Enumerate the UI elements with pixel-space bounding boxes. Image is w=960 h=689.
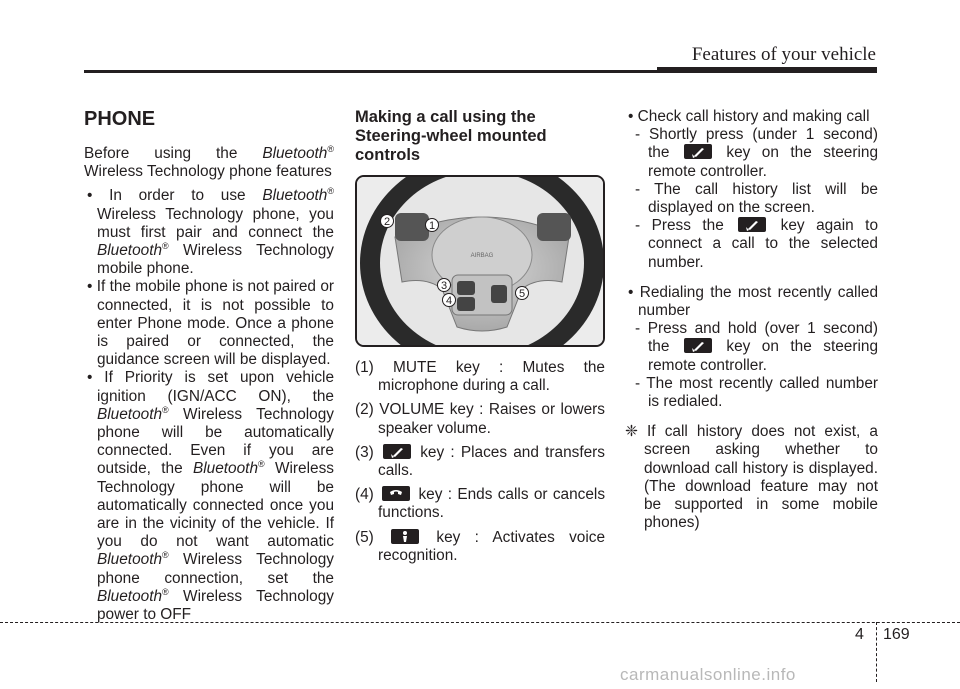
column-steering-controls — [355, 108, 605, 571]
airbag-label: AIRBAG — [470, 253, 494, 259]
call-key-icon — [738, 217, 766, 232]
end-call-key-icon — [382, 486, 410, 501]
section-title-phone: PHONE — [84, 108, 156, 130]
column-call-history — [625, 108, 878, 532]
call-key-icon — [383, 444, 411, 459]
dash-short-press: - Shortly press (under 1 second) the key on the steering remote controller. — [635, 126, 879, 180]
callout-4: 4 — [445, 295, 453, 307]
page-separator — [876, 622, 877, 682]
call-key-icon — [684, 144, 712, 159]
bullet-pair-phone: • In order to use Bluetooth® Wireless Technology phone, you must first pair and connect the Bluetooth® Wireless Technology mobile phone. — [87, 186, 334, 278]
bullet-redial: • Redialing the most recently called number — [628, 283, 879, 320]
steering-wheel-figure — [355, 175, 605, 347]
footer-rule — [0, 622, 960, 623]
item-voice-key: (5) key : Activates voice recognition. — [355, 528, 606, 564]
header-rule-accent — [657, 67, 877, 73]
item-end-call-key: (4) key : Ends calls or cancels functions. — [355, 486, 606, 522]
callout-3: 3 — [440, 280, 448, 292]
item-mute: (1) MUTE key : Mutes the microphone during a call. — [355, 359, 605, 395]
item-volume: (2) VOLUME key : Raises or lowers speaker volume. — [355, 401, 605, 437]
dash-press-again: - Press the key again to connect a call to the selected number. — [635, 217, 879, 271]
item-call-key: (3) key : Places and transfers calls. — [355, 443, 605, 480]
column-phone — [84, 108, 334, 624]
dash-redialed: - The most recently called number is redialed. — [635, 374, 878, 411]
bullet-priority: • If Priority is set upon vehicle ignition (IGN/ACC ON), the Bluetooth® Wireless Technology phone will be automatically connected. Even if you are outside, the Bluetooth® Wireless Technology phone will be automatically connected once you are in the vicinity of the vehicle. If you do not want automatic Bluetooth® Wireless Technology phone connection, set the Bluetooth® Wireless Technology power to OFF — [87, 369, 335, 624]
page-number: 169 — [883, 626, 910, 643]
note-symbol-icon: ❈ — [625, 423, 638, 441]
callout-1: 1 — [428, 220, 436, 232]
watermark: carmanualsonline.info — [620, 665, 796, 684]
steering-wheel-illustration — [357, 177, 605, 347]
intro-paragraph: Before using the Bluetooth® Wireless Technology phone features — [84, 143, 334, 181]
bullet-not-paired: • If the mobile phone is not paired or connected, it is not possible to enter Phone mode. Once a phone is paired or connected, the guidance screen will be displayed. — [87, 278, 334, 369]
callout-2: 2 — [383, 216, 391, 228]
bullet-call-history: • Check call history and making call — [628, 108, 870, 125]
chapter-number: 4 — [855, 626, 864, 643]
section-title-steering: Making a call using the Steering-wheel mounted controls — [355, 108, 547, 164]
note-call-history: ❈ If call history does not exist, a screen asking whether to download call history is displayed. (The download feature may not be supported in some mobile phones) — [625, 423, 878, 532]
dash-history-list: - The call history list will be displayed on the screen. — [635, 180, 878, 217]
running-header: Features of your vehicle — [691, 44, 876, 65]
callout-5: 5 — [518, 288, 526, 300]
call-key-icon — [684, 338, 712, 353]
dash-press-hold: - Press and hold (over 1 second) the key on the steering remote controller. — [635, 320, 879, 374]
voice-key-icon — [391, 529, 419, 544]
